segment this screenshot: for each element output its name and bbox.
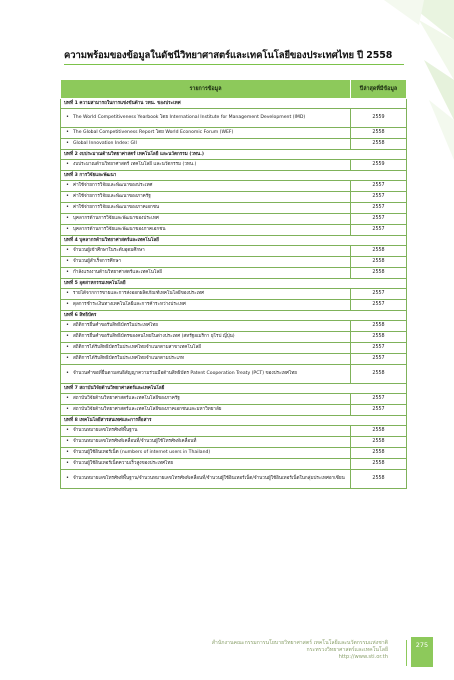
item-year: 2557 — [351, 225, 407, 236]
page-number: 275 — [411, 637, 433, 667]
section-row — [61, 279, 407, 289]
item-description: • ค่าใช้จ่ายการวิจัยและพัฒนาของภาครัฐ — [61, 192, 351, 203]
data-availability-table — [60, 79, 407, 489]
table-row — [61, 448, 407, 459]
item-description: • สถิติการได้รับสิทธิบัตรในประเทศไทยจำแนกตามประเภท — [61, 354, 351, 365]
item-year: 2557 — [351, 203, 407, 214]
section-row — [61, 236, 407, 246]
item-description: • จำนวนผู้ใช้อินเทอร์เน็ตความเร็วสูงของประเทศไทย — [61, 459, 351, 470]
item-description: • สถาบันวิจัยด้านวิทยาศาสตร์และเทคโนโลยีของภาคเอกชนและมหาวิทยาลัย — [61, 405, 351, 416]
table-row — [61, 332, 407, 343]
item-year: 2557 — [351, 192, 407, 203]
section-row — [61, 99, 407, 109]
item-year: 2557 — [351, 354, 407, 365]
section-title: บทที่ 5 อุตสาหกรรมเทคโนโลยี — [61, 279, 407, 289]
item-year: 2558 — [351, 128, 407, 139]
item-description: • สถิติการได้รับสิทธิบัตรในประเทศไทยจำแนกตามสาขาเทคโนโลยี — [61, 343, 351, 354]
item-year: 2559 — [351, 109, 407, 128]
item-year: 2557 — [351, 214, 407, 225]
item-description: • กำลังแรงงานด้านวิทยาศาสตร์และเทคโนโลยี — [61, 268, 351, 279]
item-description: • จำนวนหมายเลขโทรศัพท์เคลื่อนที่/จำนวนผู้ใช้โทรศัพท์เคลื่อนที่ — [61, 437, 351, 448]
item-description: • จำนวนผู้ใช้อินเทอร์เน็ต (numbers of internet users in Thailand) — [61, 448, 351, 459]
table-row — [61, 139, 407, 150]
section-row — [61, 150, 407, 160]
table-row — [61, 225, 407, 236]
section-row — [61, 384, 407, 394]
item-year: 2557 — [351, 300, 407, 311]
item-description: • จำนวนหมายเลขโทรศัพท์พื้นฐาน — [61, 426, 351, 437]
item-year: 2557 — [351, 181, 407, 192]
item-year: 2558 — [351, 448, 407, 459]
table-row — [61, 426, 407, 437]
item-description: • สถิติการยื่นคำขอรับสิทธิบัตรในประเทศไทย — [61, 321, 351, 332]
table-row — [61, 437, 407, 448]
section-title: บทที่ 3 การวิจัยและพัฒนา — [61, 171, 407, 181]
item-description: • The World Competitiveness Yearbook โดย International Institute for Management Development (IMD) — [61, 109, 351, 128]
title-rule — [64, 64, 404, 65]
item-description: • บุคลากรด้านการวิจัยและพัฒนาของภาคเอกชน — [61, 225, 351, 236]
section-row — [61, 171, 407, 181]
table-row — [61, 181, 407, 192]
header-desc: รายการข้อมูล — [61, 80, 351, 99]
item-year: 2558 — [351, 139, 407, 150]
table-row — [61, 246, 407, 257]
table-body — [61, 99, 407, 489]
section-title: บทที่ 4 บุคลากรด้านวิทยาศาสตร์และเทคโนโลยี — [61, 236, 407, 246]
item-year: 2558 — [351, 246, 407, 257]
table-row — [61, 289, 407, 300]
footer-line-1: สำนักงานคณะกรรมการนโยบายวิทยาศาสตร์ เทคโนโลยีและนวัตกรรมแห่งชาติ — [211, 640, 388, 646]
item-description: • งบประมาณด้านวิทยาศาสตร์ เทคโนโลยี และนวัตกรรม (วทน.) — [61, 160, 351, 171]
item-description: • Global Innovation Index: GII — [61, 139, 351, 150]
header-year: ปีล่าสุดที่มีข้อมูล — [351, 80, 407, 99]
table-row — [61, 365, 407, 384]
item-description: • จำนวนผู้สำเร็จการศึกษา — [61, 257, 351, 268]
item-year: 2558 — [351, 437, 407, 448]
section-title: บทที่ 7 สถาบันวิจัยด้านวิทยาศาสตร์และเทคโนโลยี — [61, 384, 407, 394]
section-title: บทที่ 8 เทคโนโลยีสารสนเทศและการสื่อสาร — [61, 416, 407, 426]
item-description: • จำนวนหมายเลขโทรศัพท์พื้นฐาน/จำนวนหมายเลขโทรศัพท์เคลื่อนที่/จำนวนผู้ใช้อินเทอร์เน็ต/จำนวนผู้ใช้อินเทอร์เน็ตในกลุ่มประเทศอาเซียน — [61, 470, 351, 489]
item-year: 2557 — [351, 289, 407, 300]
table-row — [61, 343, 407, 354]
item-year: 2558 — [351, 470, 407, 489]
item-description: • The Global Competitiveness Report โดย World Economic Forum (WEF) — [61, 128, 351, 139]
table-row — [61, 128, 407, 139]
item-year: 2558 — [351, 268, 407, 279]
section-title: บทที่ 2 งบประมาณด้านวิทยาศาสตร์ เทคโนโลยี และนวัตกรรม (วทน.) — [61, 150, 407, 160]
table-row — [61, 109, 407, 128]
item-year: 2558 — [351, 257, 407, 268]
item-description: • ค่าใช้จ่ายการวิจัยและพัฒนาของประเทศ — [61, 181, 351, 192]
table-row — [61, 470, 407, 489]
table-row — [61, 203, 407, 214]
footer-credit — [148, 640, 388, 660]
table-row — [61, 268, 407, 279]
item-year: 2558 — [351, 426, 407, 437]
table-header-row — [61, 80, 407, 99]
item-description: • ค่าใช้จ่ายการวิจัยและพัฒนาของภาคเอกชน — [61, 203, 351, 214]
table-row — [61, 160, 407, 171]
section-title: บทที่ 1 ความสามารถในการแข่งขันด้าน วทน. ของประเทศ — [61, 99, 407, 109]
item-description: • ดุลการชำระเงินทางเทคโนโลยีและการค้าระหว่างประเทศ — [61, 300, 351, 311]
table-row — [61, 459, 407, 470]
table-row — [61, 257, 407, 268]
table-row — [61, 300, 407, 311]
footer-url: http://www.sti.or.th — [338, 653, 388, 660]
item-year: 2557 — [351, 343, 407, 354]
item-year: 2558 — [351, 332, 407, 343]
section-title: บทที่ 6 สิทธิบัตร — [61, 311, 407, 321]
footer-divider — [406, 640, 407, 666]
table-row — [61, 214, 407, 225]
item-description: • รายได้จากการขายและการส่งออกผลิตภัณฑ์เทคโนโลยีของประเทศ — [61, 289, 351, 300]
item-year: 2558 — [351, 321, 407, 332]
section-row — [61, 416, 407, 426]
item-year: 2558 — [351, 365, 407, 384]
section-row — [61, 311, 407, 321]
footer-line-2: กระทรวงวิทยาศาสตร์และเทคโนโลยี — [306, 646, 388, 653]
item-year: 2557 — [351, 405, 407, 416]
item-description: • สถาบันวิจัยด้านวิทยาศาสตร์และเทคโนโลยีของภาครัฐ — [61, 394, 351, 405]
table-row — [61, 354, 407, 365]
item-description: • จำนวนคำขอที่ยื่นตามสนธิสัญญาความร่วมมือด้านสิทธิบัตร Patent Cooperation Treaty (PCT) ของประเทศไทย — [61, 365, 351, 384]
item-description: • สถิติการยื่นคำขอรับสิทธิบัตรของคนไทยในต่างประเทศ (สหรัฐอเมริกา ยุโรป ญี่ปุ่น) — [61, 332, 351, 343]
item-year: 2558 — [351, 459, 407, 470]
item-year: 2559 — [351, 160, 407, 171]
table-row — [61, 321, 407, 332]
item-description: • จำนวนผู้เข้าศึกษาในระดับอุดมศึกษา — [61, 246, 351, 257]
table-row — [61, 192, 407, 203]
item-year: 2557 — [351, 394, 407, 405]
page-title: ความพร้อมของข้อมูลในดัชนีวิทยาศาสตร์และเทคโนโลยีของประเทศไทย ปี 2558 — [64, 50, 393, 61]
table-row — [61, 394, 407, 405]
table-row — [61, 405, 407, 416]
item-description: • บุคลากรด้านการวิจัยและพัฒนาของประเทศ — [61, 214, 351, 225]
